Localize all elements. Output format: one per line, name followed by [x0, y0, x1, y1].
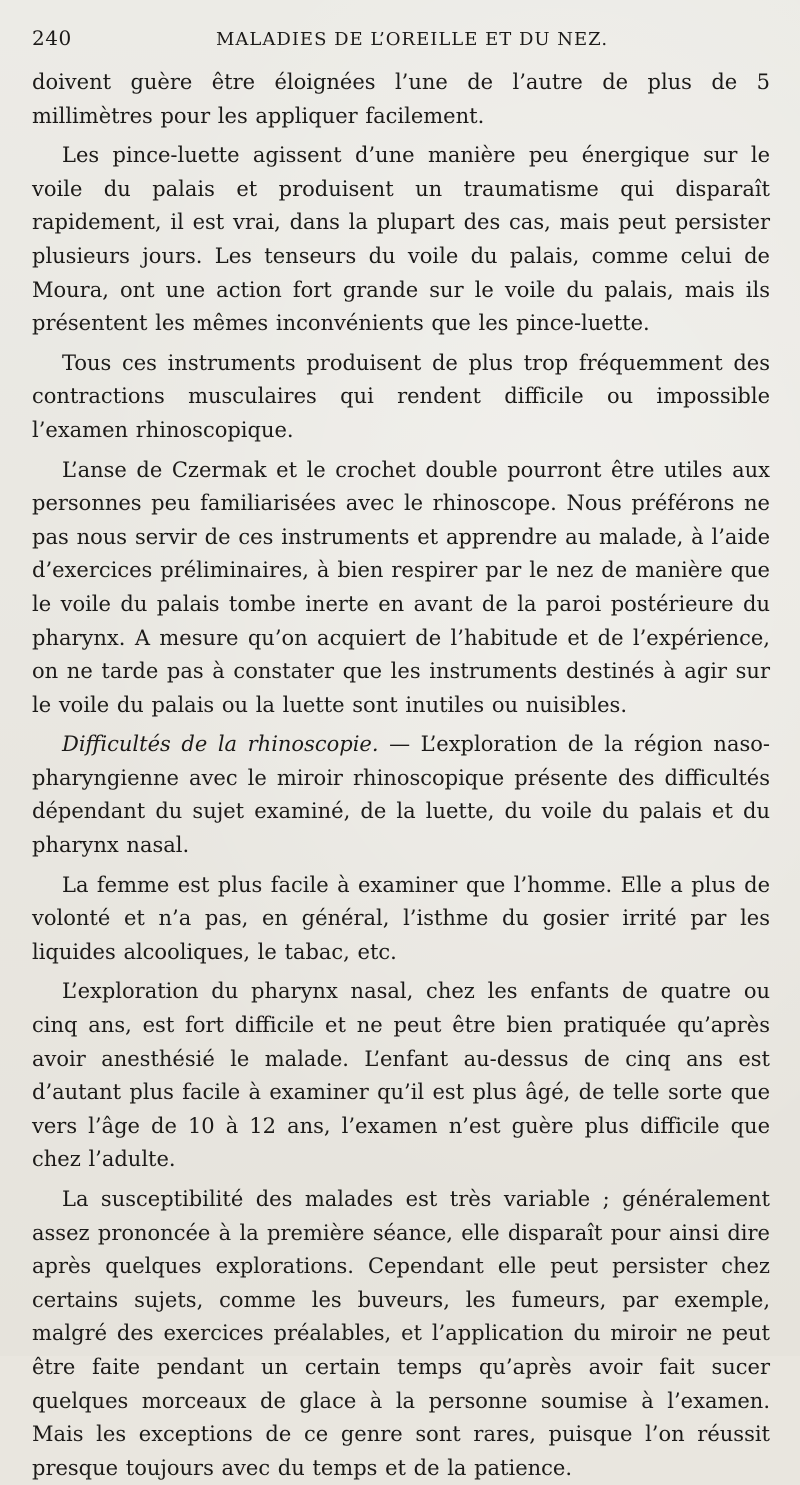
paragraph-3 — [32, 347, 770, 448]
page-number: 240 — [32, 26, 72, 50]
paragraph-1 — [32, 66, 770, 133]
section-run-in-heading: Difficultés de la rhinoscopie. — [62, 732, 379, 757]
paragraph-text: L’exploration du pharynx nasal, chez les enfants de quatre ou cinq ans, est fort difficile et ne peut être bien pratiquée qu’après avoir anesthésié le malade. L’enfant au-dessus de cinq ans est d’autant plus facile à examiner qu’il est plus âgé, de telle sorte que vers l’âge de 10 à 12 ans, l’examen n’est guère plus difficile que chez l’adulte. — [32, 979, 770, 1172]
paragraph-text: — L’exploration de la région naso-pharyngienne avec le miroir rhinoscopique présente des difficultés dépendant du sujet examiné, de la luette, du voile du palais et du pharynx nasal. — [32, 732, 770, 858]
paragraph-text: La femme est plus facile à examiner que l’homme. Elle a plus de volonté et n’a pas, en général, l’isthme du gosier irrité par les liquides alcooliques, le tabac, etc. — [32, 872, 770, 964]
paragraph-text: Les pince-luette agissent d’une manière peu énergique sur le voile du palais et produisent un traumatisme qui disparaît rapidement, il est vrai, dans la plupart des cas, mais peut persister plusieurs jours. Les tenseurs du voile du palais, comme celui de Moura, ont une action fort grande sur le voile du palais, mais ils présentent les mêmes inconvénients que les pince-luette. — [32, 143, 770, 336]
body-text — [32, 66, 770, 1485]
paragraph-8 — [32, 1183, 770, 1485]
paragraph-5 — [32, 728, 770, 862]
paragraph-text: Tous ces instruments produisent de plus trop fréquemment des contractions musculaires qui rendent difficile ou impossible l’examen rhinoscopique. — [32, 350, 770, 442]
paragraph-7 — [32, 975, 770, 1177]
running-head — [32, 26, 770, 62]
paragraph-4 — [32, 454, 770, 723]
running-title: MALADIES DE L’OREILLE ET DU NEZ. — [216, 29, 609, 50]
paragraph-text: L’anse de Czermak et le crochet double pourront être utiles aux personnes peu familiarisées avec le rhinoscope. Nous préférons ne pas nous servir de ces instruments et apprendre au malade, à l’aide d’exercices préliminaires, à bien respirer par le nez de manière que le voile du palais tombe inerte en avant de la paroi postérieure du pharynx. A mesure qu’on acquiert de l’habitude et de l’expérience, on ne tarde pas à constater que les instruments destinés à agir sur le voile du palais ou la luette sont inutiles ou nuisibles. — [32, 457, 770, 717]
paragraph-2 — [32, 139, 770, 341]
paragraph-text: La susceptibilité des malades est très variable ; généralement assez prononcée à la première séance, elle disparaît pour ainsi dire après quelques explorations. Cependant elle peut persister chez certains sujets, comme les buveurs, les fumeurs, par exemple, malgré des exercices préalables, et l’application du miroir ne peut être faite pendant un certain temps qu’après avoir fait sucer quelques morceaux de glace à la personne soumise à l’examen. Mais les exceptions de ce genre sont rares, puisque l’on réussit presque toujours avec du temps et de la patience. — [32, 1187, 770, 1480]
paragraph-6 — [32, 869, 770, 970]
paragraph-text: doivent guère être éloignées l’une de l’autre de plus de 5 millimètres pour les appliquer facilement. — [32, 70, 770, 128]
